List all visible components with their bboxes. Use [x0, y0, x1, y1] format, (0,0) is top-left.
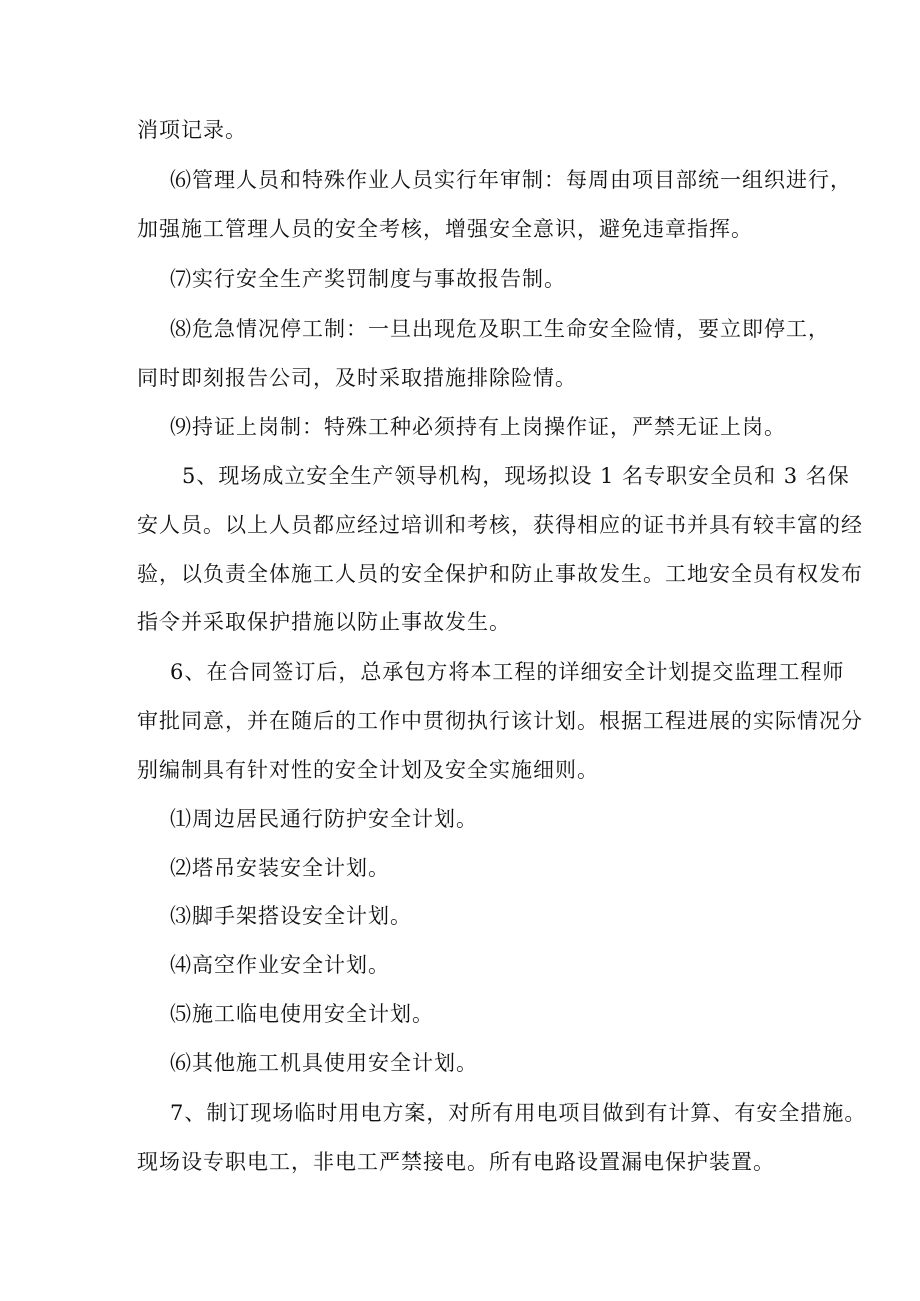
text-line: ⑷高空作业安全计划。 [170, 953, 390, 977]
text-line: ⑺实行安全生产奖罚制度与事故报告制。 [170, 267, 566, 291]
text-line: ⑼持证上岗制：特殊工种必须持有上岗操作证，严禁无证上岗。 [170, 415, 786, 439]
text-line: ⑸施工临电使用安全计划。 [170, 1002, 434, 1026]
text-line: 指令并采取保护措施以防止事故发生。 [137, 610, 511, 634]
text-line: ⑵塔吊安装安全计划。 [170, 856, 390, 880]
text-line: ⑹管理人员和特殊作业人员实行年审制：每周由项目部统一组织进行， [170, 168, 852, 192]
text-line: 同时即刻报告公司，及时采取措施排除险情。 [137, 366, 577, 390]
text-line: 现场设专职电工，非电工严禁接电。所有电路设置漏电保护装置。 [137, 1150, 775, 1174]
text-line: 验，以负责全体施工人员的安全保护和防止事故发生。工地安全员有权发布 [137, 562, 863, 586]
text-line: 加强施工管理人员的安全考核，增强安全意识，避免违章指挥。 [137, 217, 753, 241]
text-line: 7、制订现场临时用电方案，对所有用电项目做到有计算、有安全措施。 [170, 1101, 867, 1125]
text-line: ⑶脚手架搭设安全计划。 [170, 904, 412, 928]
text-line: 审批同意，并在随后的工作中贯彻执行该计划。根据工程进展的实际情况分 [137, 709, 863, 733]
text-line: ⑻危急情况停工制：一旦出现危及职工生命安全险情，要立即停工， [170, 317, 830, 341]
text-line: 安人员。以上人员都应经过培训和考核，获得相应的证书并具有较丰富的经 [137, 513, 863, 537]
text-line: 别编制具有针对性的安全计划及安全实施细则。 [137, 758, 599, 782]
text-line: 消项记录。 [137, 118, 247, 142]
text-line: 5、现场成立安全生产领导机构，现场拟设 1 名专职安全员和 3 名保 [182, 464, 850, 488]
text-line: ⑹其他施工机具使用安全计划。 [170, 1051, 478, 1075]
text-line: 6、在合同签订后，总承包方将本工程的详细安全计划提交监理工程师 [170, 660, 845, 684]
text-line: ⑴周边居民通行防护安全计划。 [170, 807, 478, 831]
